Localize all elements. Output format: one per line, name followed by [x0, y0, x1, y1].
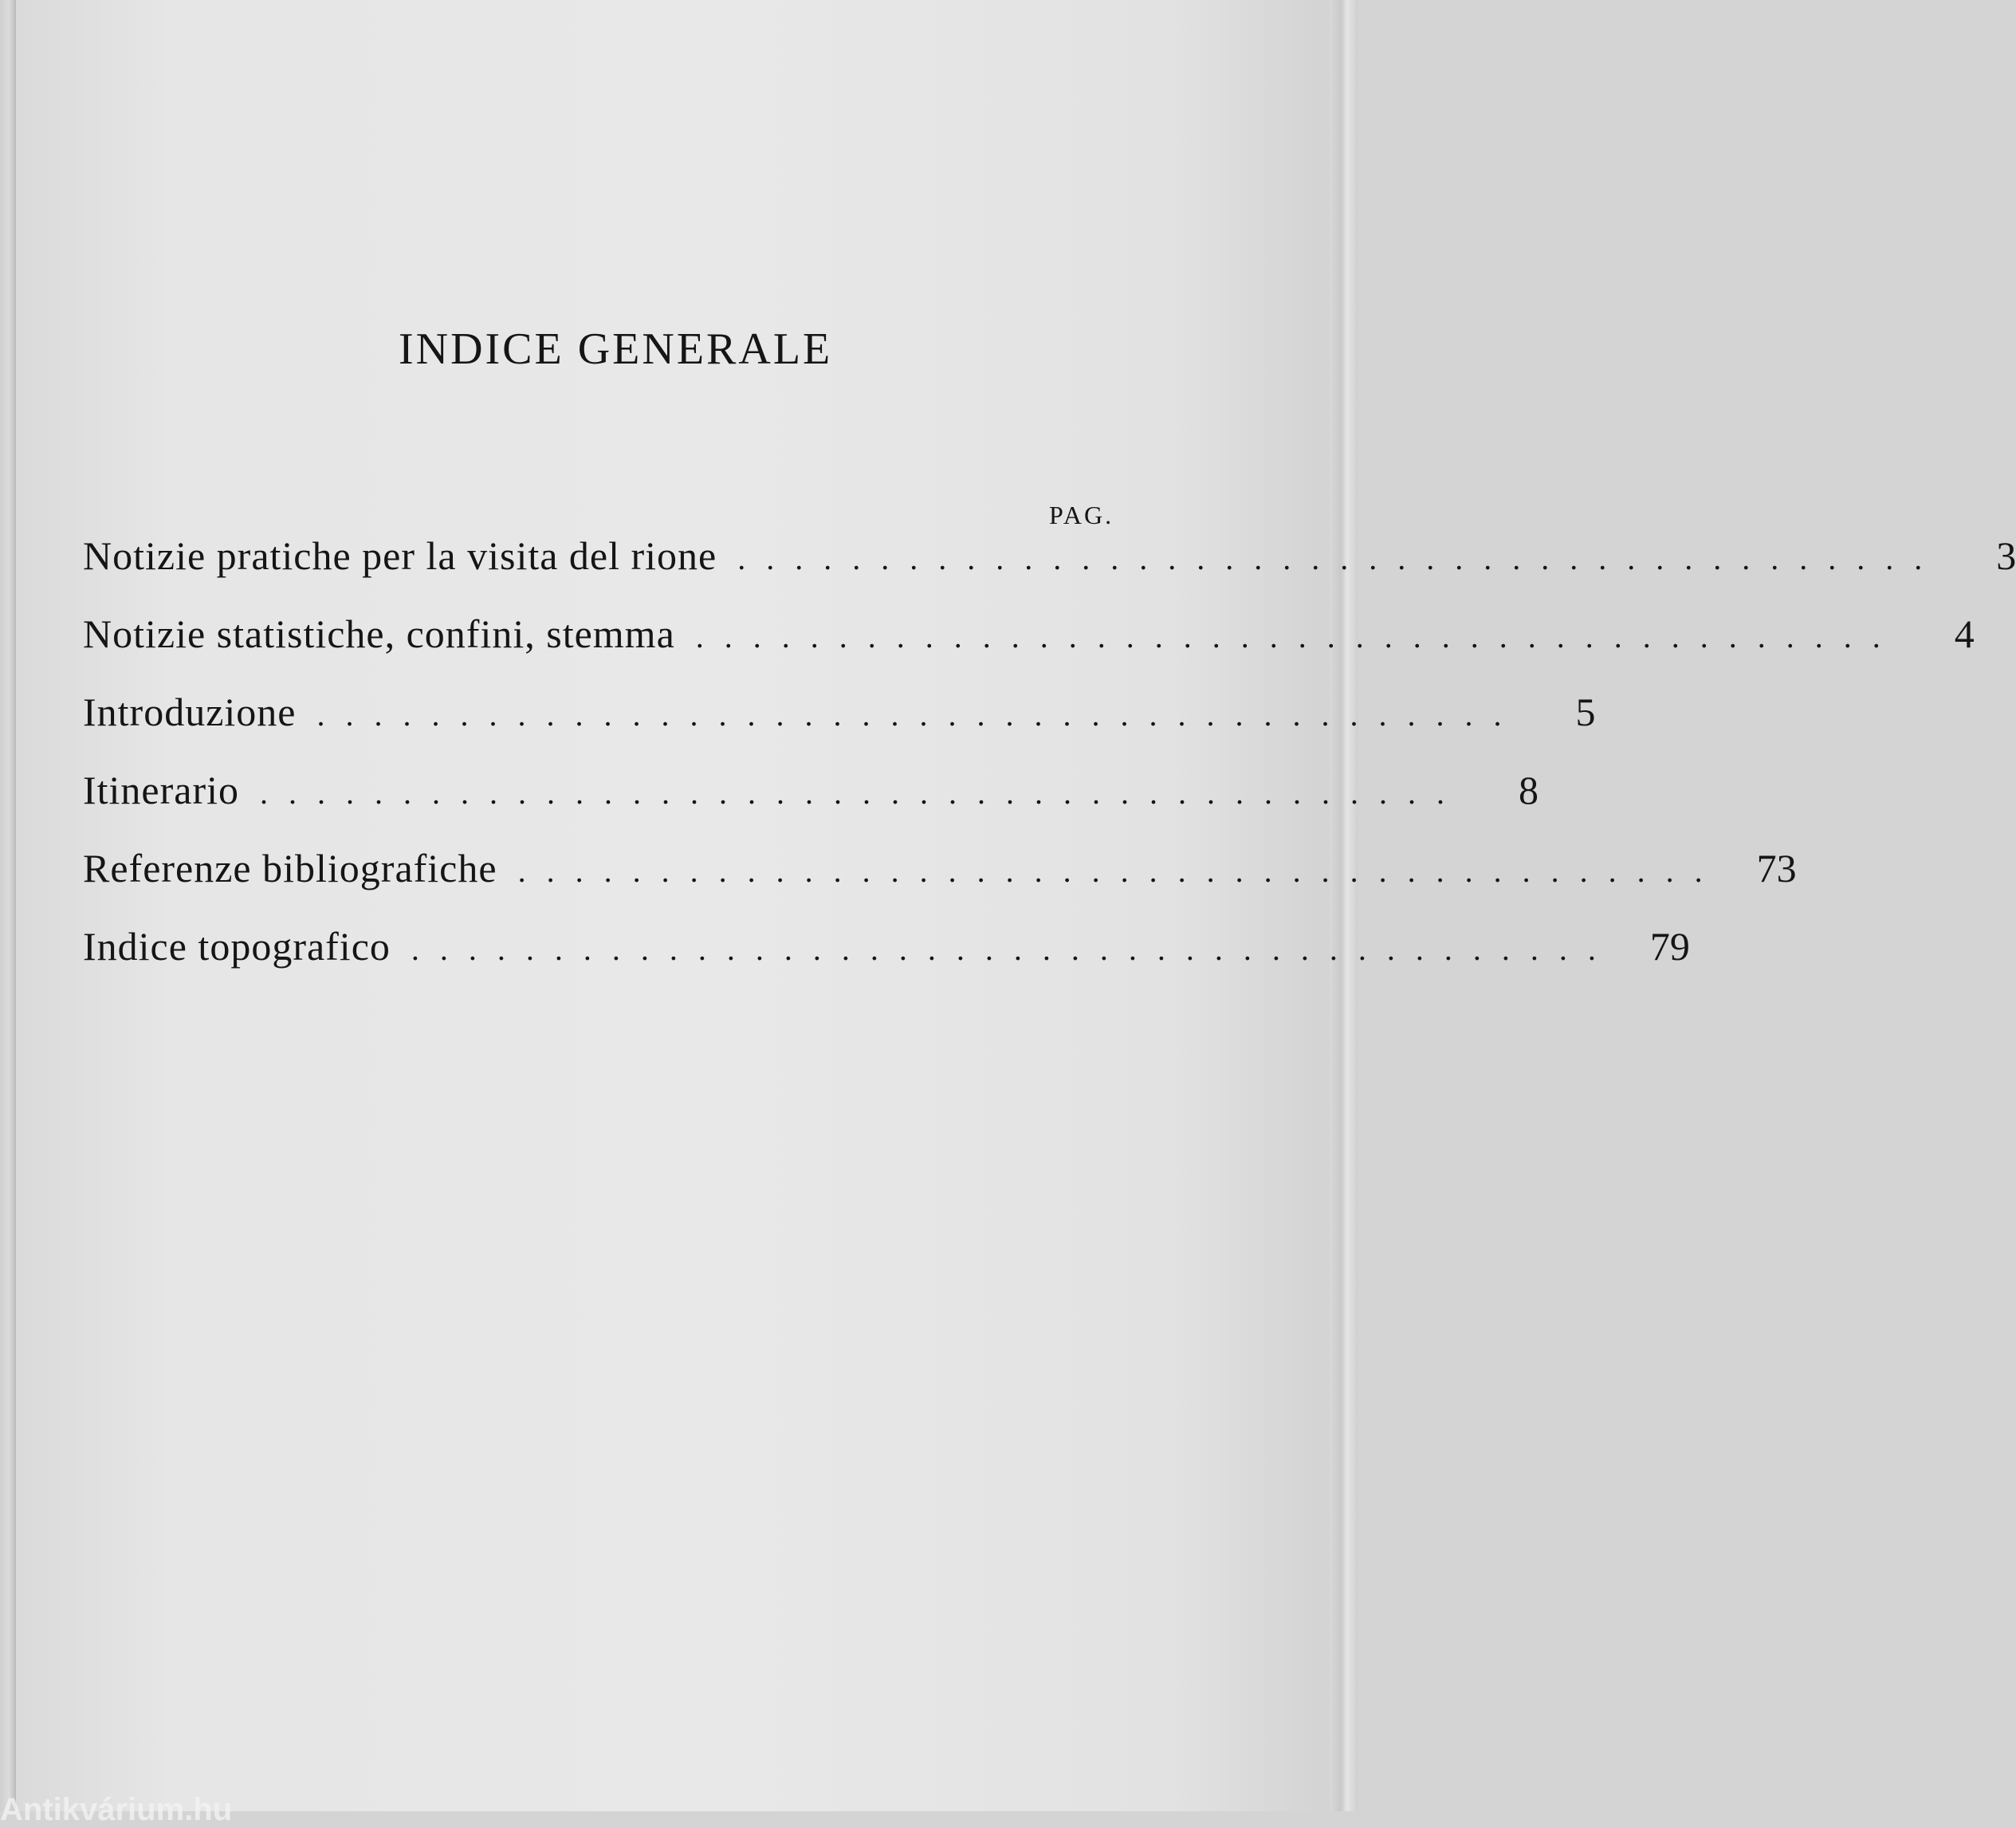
toc-entry-page: 73 — [1756, 846, 1797, 890]
toc-entry-page: 8 — [1519, 768, 1539, 812]
toc-entry-label: Notizie pratiche per la visita del rione — [83, 533, 717, 578]
toc-entry-page: 3 — [1996, 533, 2016, 578]
toc-entry-page: 4 — [1954, 611, 1975, 656]
toc-entry-page: 79 — [1649, 924, 1690, 969]
dot-leader: .......................................... — [411, 931, 1617, 967]
toc-entry-label: Itinerario — [83, 768, 240, 812]
dot-leader: .......................................... — [316, 697, 1523, 733]
dot-leader: .......................................... — [517, 853, 1723, 889]
toc-entry — [83, 923, 1690, 1001]
page-column-label: PAG. — [1049, 501, 1114, 529]
watermark: Antikvárium.hu — [0, 1792, 233, 1827]
page-title: INDICE GENERALE — [399, 324, 833, 374]
toc-entry — [83, 767, 1539, 845]
dot-leader: .......................................... — [260, 775, 1466, 811]
toc-entry — [83, 689, 1596, 767]
toc-entry-label: Referenze bibliografiche — [83, 846, 497, 890]
page-edge — [1330, 0, 1358, 1811]
toc-entry — [83, 845, 1797, 923]
toc-entry-label: Introduzione — [83, 690, 297, 734]
toc-entry — [83, 611, 1975, 689]
toc-entry-page: 5 — [1575, 690, 1596, 734]
dot-leader: .......................................... — [737, 541, 1943, 576]
toc-entry — [83, 533, 2016, 611]
dot-leader: .......................................... — [695, 619, 1901, 655]
toc-entry-label: Indice topografico — [83, 924, 391, 969]
page-gutter — [0, 0, 14, 1811]
toc-entry-label: Notizie statistiche, confini, stemma — [83, 611, 675, 656]
table-of-contents — [83, 533, 2016, 1001]
